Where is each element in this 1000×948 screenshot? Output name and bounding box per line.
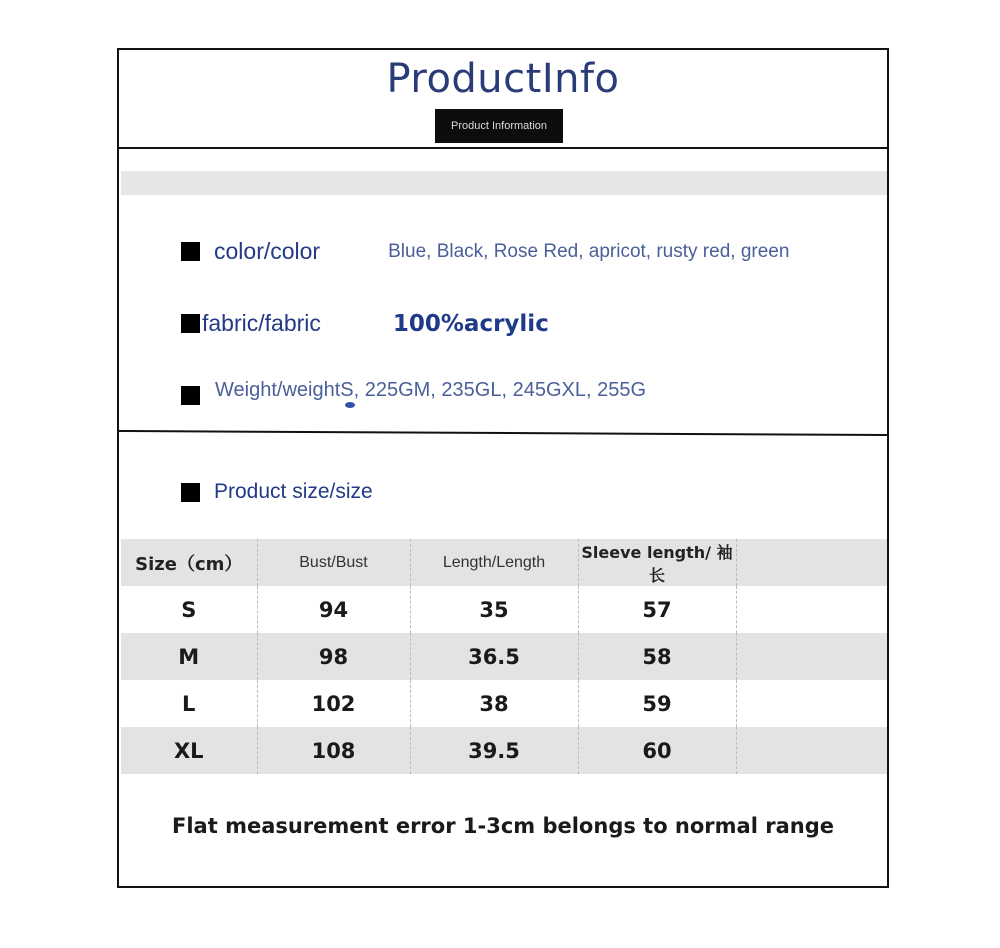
empty-cell (736, 539, 887, 586)
bust-cell: 94 (257, 586, 410, 633)
bullet-square-icon (181, 386, 200, 405)
color-value: Blue, Black, Rose Red, apricot, rusty red, green (388, 240, 790, 262)
fabric-label: fabric/fabric (202, 310, 321, 336)
ink-drop-icon (345, 402, 355, 408)
weight-label: Weight/weight (215, 379, 341, 401)
size-section-heading (181, 480, 373, 504)
empty-cell (736, 727, 887, 774)
bullet-square-icon (181, 314, 200, 333)
column-header-sleeve: Sleeve length/ 袖长 (578, 539, 736, 586)
table-row (121, 586, 887, 633)
size-cell: L (121, 680, 257, 727)
fabric-row (181, 310, 549, 337)
sleeve-cell: 58 (578, 633, 736, 680)
table-row (121, 633, 887, 680)
sleeve-cell: 57 (578, 586, 736, 633)
size-section-label: Product size/size (214, 480, 373, 503)
measurement-note: Flat measurement error 1-3cm belongs to normal range (172, 814, 834, 838)
column-header-length: Length/Length (410, 539, 578, 586)
table-row (121, 727, 887, 774)
weight-row (181, 376, 646, 405)
bullet-square-icon (181, 483, 200, 502)
length-cell: 38 (410, 680, 578, 727)
divider (119, 147, 887, 149)
color-label: color/color (214, 238, 321, 264)
length-cell: 36.5 (410, 633, 578, 680)
column-header-bust: Bust/Bust (257, 539, 410, 586)
weight-value: S, 225GM, 235GL, 245GXL, 255G (340, 379, 647, 401)
color-row (181, 238, 789, 265)
page-title: ProductInfo (386, 56, 620, 102)
empty-cell (736, 680, 887, 727)
subtitle-badge: Product Information (435, 109, 563, 143)
fabric-value: 100%acrylic (392, 310, 549, 337)
bust-cell: 102 (257, 680, 410, 727)
length-cell: 39.5 (410, 727, 578, 774)
column-header-size: Size（cm） (121, 539, 257, 586)
empty-cell (736, 586, 887, 633)
bust-cell: 108 (257, 727, 410, 774)
size-cell: M (121, 633, 257, 680)
section-strip (121, 171, 887, 195)
sleeve-cell: 59 (578, 680, 736, 727)
size-cell: XL (121, 727, 257, 774)
empty-cell (736, 633, 887, 680)
size-cell: S (121, 586, 257, 633)
bust-cell: 98 (257, 633, 410, 680)
bullet-square-icon (181, 242, 200, 261)
length-cell: 35 (410, 586, 578, 633)
size-table (121, 539, 887, 774)
divider (119, 430, 887, 436)
sleeve-cell: 60 (578, 727, 736, 774)
table-row (121, 680, 887, 727)
table-header-row (121, 539, 887, 586)
product-info-card (117, 48, 889, 888)
